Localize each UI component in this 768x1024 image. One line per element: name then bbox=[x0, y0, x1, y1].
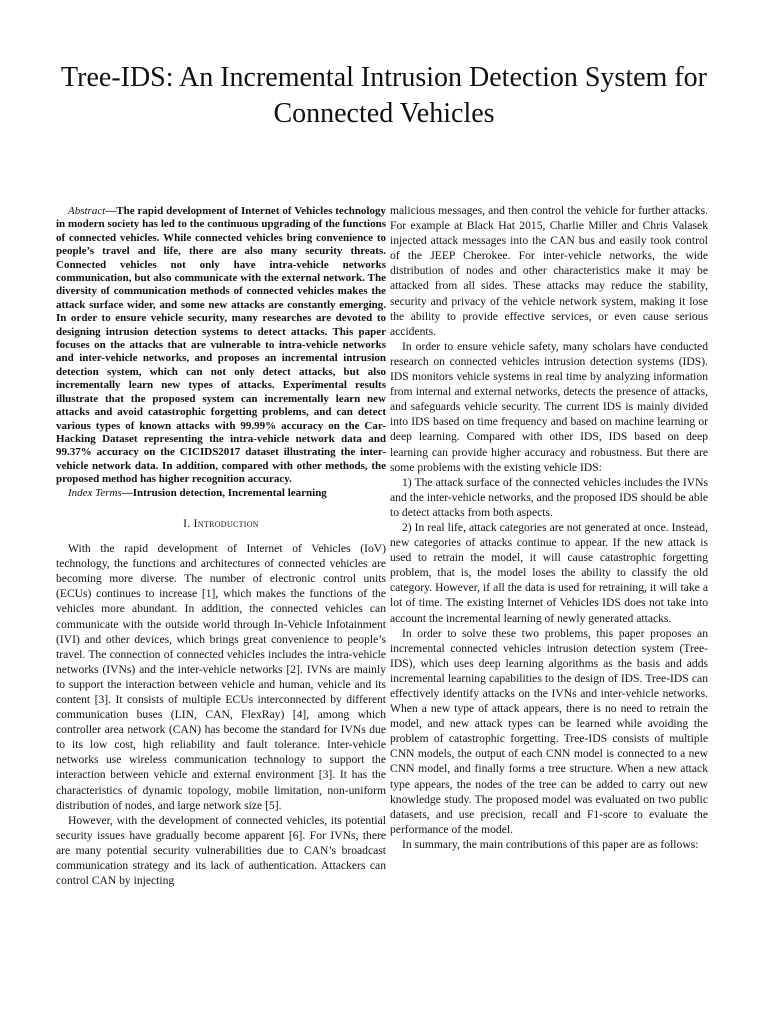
abstract bbox=[56, 205, 386, 487]
right-column bbox=[390, 203, 708, 852]
paper-title: Tree-IDS: An Incremental Intrusion Detection System for Connected Vehicles bbox=[61, 62, 707, 129]
paragraph: malicious messages, and then control the vehicle for further attacks. For example at Black Hat 2015, Charlie Miller and Chris Valasek injected attack messages into the CAN bus and easily took control of the JEEP Cherokee. For inter-vehicle networks, the wide distribution of nodes and other characteristics make it may be attacked from all sides. These attacks may reduce the stability, security and privacy of the vehicle network system, making it lose the ability to provide effective services, or even cause serious accidents. bbox=[390, 204, 708, 338]
paragraph: In order to ensure vehicle safety, many scholars have conducted research on connected vehicles intrusion detection systems (IDS). IDS monitors vehicle systems in real time by analyzing information from internal and external networks, detects the presence of attacks, and safeguards vehicle security. The current IDS is mainly divided into IDS based on time frequency and based on machine learning or deep learning. Compared with other IDS, IDS based on deep learning can provide higher accuracy and robustness. But there are some problems with the existing vehicle IDS: bbox=[390, 339, 708, 474]
index-terms bbox=[56, 487, 386, 500]
paragraph: However, with the development of connected vehicles, its potential security issues have gradually become apparent [6]. For IVNs, there are many potential security vulnerabilities due to CAN’s broadcast communication strategy and its lack of authentication. Attackers can control CAN by injecting bbox=[56, 813, 386, 888]
paragraph: In order to solve these two problems, this paper proposes an incremental connected vehicles intrusion detection system (Tree-IDS), which uses deep learning algorithms as the basis and adds incremental learning capabilities to the design of IDS. Tree-IDS can effectively identify attacks on the IVNs and inter-vehicle networks. When a new type of attack appears, there is no need to retrain the model, and new attack types can be learned while avoiding the problem of catastrophic forgetting. Tree-IDS consists of multiple CNN models, the output of each CNN model is connected to a new CNN model, and finally forms a tree structure. When a new attack type appears, the nodes of the tree can be added to carry out new knowledge study. The proposed model was evaluated on two public datasets, and use precision, recall and F1-score to evaluate the performance of the model. bbox=[390, 626, 708, 836]
left-column bbox=[56, 205, 386, 888]
paragraph: With the rapid development of Internet of Vehicles (IoV) technology, the functions and architectures of connected vehicles are becoming more diverse. The number of electronic control units (ECUs) continues to increase [1], which makes the functions of the vehicles more abundant. In addition, the connected vehicles can communicate with the outside world through In-Vehicle Infotainment (IVI) and other devices, which brings great convenience to people’s travel. The connection of connected vehicles includes the intra-vehicle networks (IVNs) and the inter-vehicle networks [2]. IVNs are mainly to support the interaction between vehicle and human, vehicle and its content [3]. It consists of multiple ECUs interconnected by different communication buses (LIN, CAN, FlexRay) [4], among which controller area network (CAN) has become the standard for IVNs due to its low cost, high reliability and fault tolerance. Inter-vehicle networks use wireless communication technology to support the interaction between vehicle and external environment [3]. It has the characteristics of dynamic topology, mobile limitation, non-uniform distribution of nodes, and large network size [5]. bbox=[56, 542, 386, 812]
index-terms-text: —Intrusion detection, Incremental learning bbox=[121, 486, 327, 499]
abstract-text: —The rapid development of Internet of Vehicles technology in modern society has led to the continuous upgrading of the functions of connected vehicles. While connected vehicles bring convenience to people’s travel and life, there are also many security threats. Connected vehicles not only have intra-vehicle networks communication, but also communicate with the external network. The diversity of communication methods of connected vehicles makes the attack surface wider, and some new attacks are constantly emerging. In order to ensure vehicle security, many researches are devoted to designing intrusion detection systems to detect attacks. This paper focuses on the attacks that are vulnerable to intra-vehicle networks and inter-vehicle networks, and proposes an incremental intrusion detection system, which can not only detect attacks, but also incrementally learn new types of attacks. Experimental results illustrate that the proposed system can incrementally learn new attacks and avoid catastrophic forgetting problems, and can detect various types of known attacks with 99.99% accuracy on the Car-Hacking Dataset representing the intra-vehicle network data and 99.37% accuracy on the CICIDS2017 dataset illustrating the inter-vehicle network data. In addition, compared with other methods, the proposed method has higher recognition accuracy. bbox=[56, 205, 386, 486]
index-terms-label: Index Terms bbox=[68, 486, 122, 499]
abstract-label: Abstract bbox=[68, 205, 106, 217]
paragraph: 1) The attack surface of the connected vehicles includes the IVNs and the inter-vehicle networks, and the proposed IDS should be able to detect attacks from both aspects. bbox=[390, 475, 708, 519]
paragraph: 2) In real life, attack categories are not generated at once. Instead, new categories of attacks continue to appear. If the new attack is used to retrain the model, it will cause catastrophic forgetting problem, that is, the model loses the ability to classify the old category. However, if all the data is used for retraining, it will take a lot of time. The existing Internet of Vehicles IDS does not take into account the incremental learning of newly generated attacks. bbox=[390, 520, 708, 625]
section-heading-introduction: I. Introduction bbox=[183, 516, 259, 530]
paragraph: In summary, the main contributions of this paper are as follows: bbox=[402, 837, 699, 851]
